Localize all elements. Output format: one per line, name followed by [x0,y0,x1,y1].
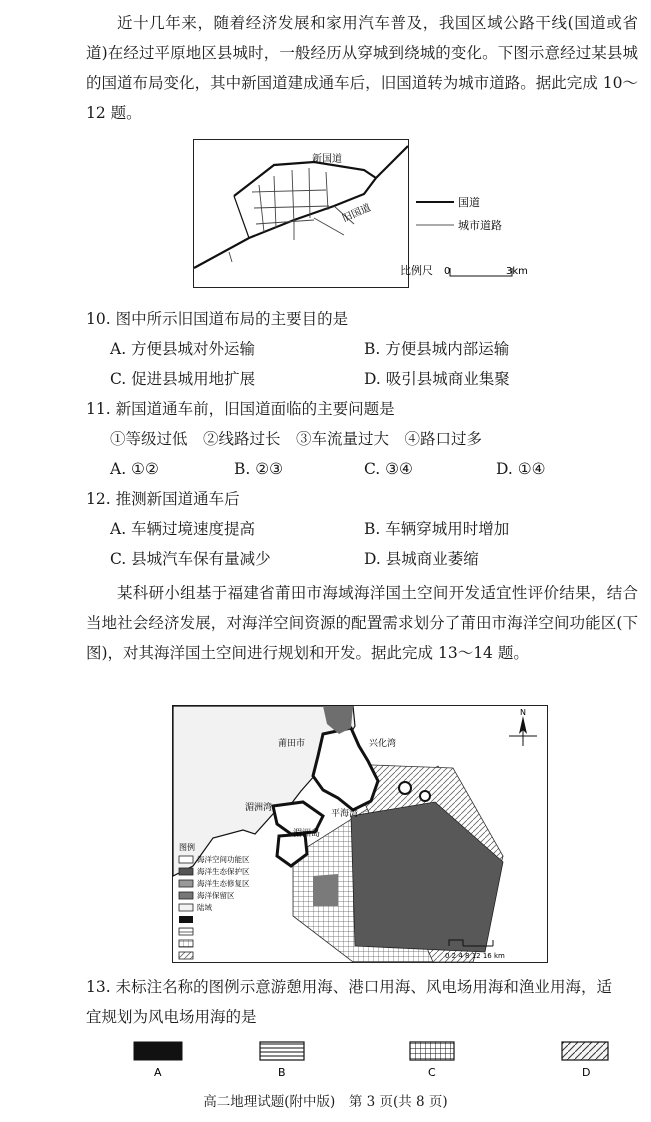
q10-option-c[interactable]: C. 促进县城用地扩展 [110,370,256,388]
legend-title: 图例 [179,843,195,852]
q12-option-d[interactable]: D. 县城商业萎缩 [364,550,479,568]
scale-prefix: 比例尺 [400,264,433,277]
svg-text:海洋空间功能区: 海洋空间功能区 [197,855,250,864]
new-road-label: 新国道 [312,154,342,165]
q12-option-c[interactable]: C. 县城汽车保有量减少 [110,550,271,568]
svg-text:B: B [278,1066,286,1079]
legend-city-road-label: 城市道路 [458,219,502,232]
label-pinghai-bay: 平海湾 [331,809,359,819]
q13-choices [120,1038,620,1082]
svg-text:海洋生态修复区: 海洋生态修复区 [197,879,250,888]
connector-road [234,196,249,238]
scale-bar [450,268,512,276]
q11-option-c[interactable]: C. ③④ [364,460,413,478]
old-road-label: 旧国道 [340,202,373,225]
putian-marine-zoning-map [172,705,548,963]
county-map-legend [400,192,554,282]
q12-option-b[interactable]: B. 车辆穿城用时增加 [364,520,510,538]
choice-c[interactable] [410,1042,454,1079]
map2-legend [179,842,250,959]
svg-text:海洋保留区: 海洋保留区 [197,891,235,900]
svg-text:C: C [428,1066,436,1079]
legend-road-label: 国道 [458,196,480,209]
q10-option-a[interactable]: A. 方便县城对外运输 [110,340,256,358]
compass-icon [509,708,537,746]
county-road-map [193,139,409,288]
label-meizhou-island: 湄洲岛 [293,829,321,839]
choice-b[interactable] [260,1042,304,1079]
island-marker [420,791,430,801]
page-footer: 高二地理试题(附中版) 第 3 页(共 8 页) [203,1094,448,1110]
svg-text:A: A [154,1066,162,1079]
putian-map-svg [173,706,547,962]
scale-zero: 0 [444,266,451,277]
meizhou-island-marker [399,782,411,794]
q11-option-a[interactable]: A. ①② [110,460,159,478]
county-road-map-svg [194,140,408,287]
question-12-stem: 12. 推测新国道通车后 [86,490,240,508]
choice-d[interactable] [562,1042,608,1079]
q10-option-d[interactable]: D. 吸引县城商业集聚 [364,370,510,388]
svg-text:海洋生态保护区: 海洋生态保护区 [197,867,250,876]
q11-option-d[interactable]: D. ①④ [496,460,546,478]
svg-text:0 2 4 8 12 16 km: 0 2 4 8 12 16 km [445,952,505,960]
q11-statements: ①等级过低 ②线路过长 ③车流量过大 ④路口过多 [110,430,483,448]
intro-paragraph-2: 某科研小组基于福建省莆田市海域海洋国土空间开发适宜性评价结果，结合当地社会经济发展，对海洋空间资源的配置需求划分了莆田市海洋空间功能区(下图)，对其海洋国土空间进行规划和开发。据此完成 13～14 题。 [86,584,638,662]
question-10-stem: 10. 图中所示旧国道布局的主要目的是 [86,310,349,328]
label-xinghua-bay: 兴化湾 [369,739,397,749]
intro-paragraph-1: 近十几年来，随着经济发展和家用汽车普及，我国区域公路干线(国道或省道)在经过平原地区县城时，一般经历从穿城到绕城的变化。下图示意经过某县城的国道布局变化，其中新国道建成通车后，旧国道转为城市道路。据此完成 10～12 题。 [86,14,638,122]
svg-text:N: N [520,708,526,717]
q12-option-a[interactable]: A. 车辆过境速度提高 [110,520,256,538]
city-road-grid [229,168,354,262]
choice-a[interactable] [134,1042,182,1079]
question-13-stem: 13. 未标注名称的图例示意游憩用海、港口用海、风电场用海和渔业用海，适宜规划为风电场用海的是 [86,978,612,1026]
label-meizhou-bay: 湄洲湾 [245,803,273,813]
svg-text:D: D [582,1066,591,1079]
question-11-stem: 11. 新国道通车前，旧国道面临的主要问题是 [86,400,395,418]
scale-end: 3km [506,266,528,277]
zone-gray [313,874,338,906]
q11-option-b[interactable]: B. ②③ [234,460,284,478]
label-putian-city: 莆田市 [278,739,306,749]
svg-text:陆域: 陆域 [197,903,212,912]
q10-option-b[interactable]: B. 方便县城内部运输 [364,340,510,358]
